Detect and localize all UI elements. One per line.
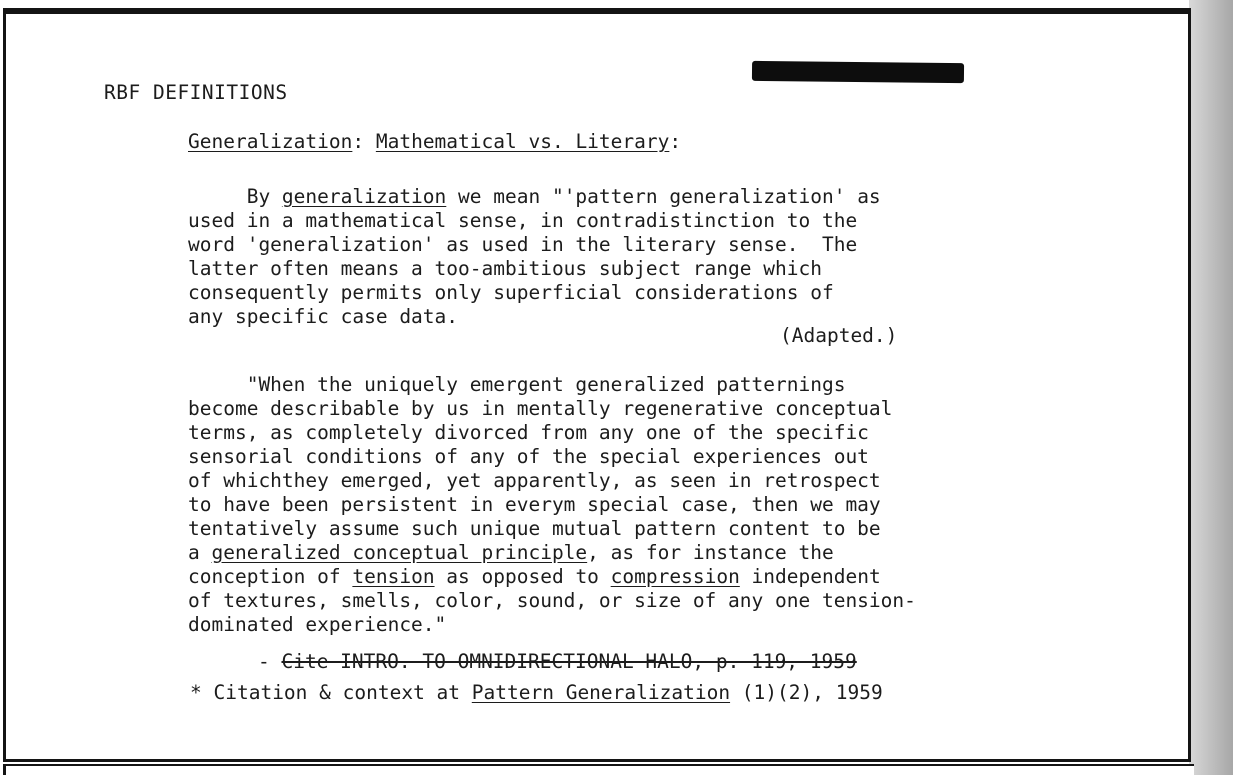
p2-line-10: of textures, smells, color, sound, or size of any one tension-: [188, 589, 916, 612]
page-gutter: [1189, 0, 1233, 775]
p2-underlined-compression: compression: [610, 565, 740, 588]
redaction-bar: [752, 61, 964, 83]
p2-line-9-mid: as opposed to: [434, 565, 611, 588]
citation-link[interactable]: Pattern Generalization: [471, 681, 731, 704]
p1-line-2: used in a mathematical sense, in contradistinction to the: [188, 209, 858, 232]
p2-line-9-rest: independent: [739, 565, 881, 588]
p2-line-2: become describable by us in mentally regenerative conceptual: [188, 397, 893, 420]
p2-line-4: sensorial conditions of any of the special experiences out: [188, 445, 869, 468]
p2-line-9: [188, 565, 916, 589]
p2-line-7: tentatively assume such unique mutual pattern content to be: [188, 517, 881, 540]
p1-underlined-term: generalization: [281, 185, 447, 208]
adapted-attribution: (Adapted.): [780, 324, 898, 347]
struck-citation: [258, 650, 857, 674]
heading-separator: :: [352, 130, 376, 153]
citation-tail: (1)(2), 1959: [730, 681, 883, 704]
p2-line-5: of whichthey emerged, yet apparently, as seen in retrospect: [188, 469, 881, 492]
heading-subtitle: Mathematical vs. Literary: [375, 130, 670, 153]
card-header-label: RBF DEFINITIONS: [104, 81, 288, 104]
struck-citation-dash: -: [258, 650, 282, 673]
heading-suffix: :: [669, 130, 682, 153]
heading-term: Generalization: [188, 130, 353, 153]
next-card-edge: [3, 764, 1194, 775]
p1-line-3: word 'generalization' as used in the literary sense. The: [188, 233, 858, 256]
p2-line-8-lead: a: [188, 541, 212, 564]
p2-line-8-rest: , as for instance the: [587, 541, 834, 564]
p2-underlined-principle: generalized conceptual principle: [211, 541, 588, 564]
quote-paragraph: [188, 373, 916, 637]
p2-line-6: to have been persistent in everym special case, then we may: [188, 493, 881, 516]
definition-paragraph-1: [188, 185, 881, 329]
p1-line-1-lead: By: [188, 185, 282, 208]
asterisk-mark: *: [190, 681, 202, 704]
p2-line-1: "When the uniquely emergent generalized patternings: [188, 373, 846, 396]
citation-context-line: [190, 681, 883, 705]
p1-line-1-rest: we mean "'pattern generalization' as: [446, 185, 881, 208]
struck-citation-text: Cite INTRO. TO OMNIDIRECTIONAL HALO, p. 119, 1959: [281, 650, 857, 673]
p1-line-1: [188, 185, 881, 209]
citation-lead: Citation & context at: [201, 681, 472, 704]
p1-line-6: any specific case data.: [188, 305, 459, 328]
entry-heading: [188, 130, 681, 154]
p1-line-4: latter often means a too-ambitious subject range which: [188, 257, 822, 280]
p2-underlined-tension: tension: [352, 565, 435, 588]
p2-line-3: terms, as completely divorced from any one of the specific: [188, 421, 869, 444]
p1-line-5: consequently permits only superficial considerations of: [188, 281, 834, 304]
p2-line-11: dominated experience.": [188, 613, 447, 636]
p2-line-8: [188, 541, 916, 565]
p2-line-9-lead: conception of: [188, 565, 353, 588]
